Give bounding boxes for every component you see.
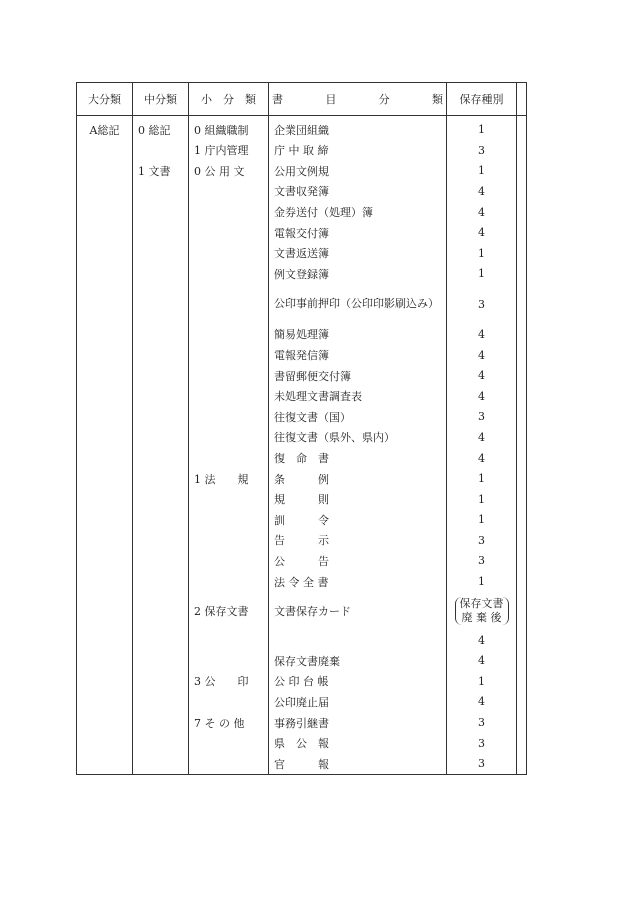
document-name-cell: 電報発信簿 [269,345,447,366]
table-row [77,386,527,407]
table-row [77,650,527,671]
header-extra-column [517,83,527,116]
retention-type-cell: 3 [447,551,517,572]
retention-type-cell: 4 [447,427,517,448]
middle-category-cell [133,630,189,651]
table-row [77,551,527,572]
major-category-cell [77,140,133,161]
table-row [77,753,527,774]
table-row [77,284,527,324]
retention-type-cell: 4 [447,630,517,651]
extra-cell [517,692,527,713]
table-row [77,264,527,285]
minor-category-cell [189,733,269,754]
header-minor-category: 小 分 類 [189,83,269,116]
retention-type-cell: 4 [447,324,517,345]
table-row [77,324,527,345]
retention-type-cell: 1 [447,510,517,531]
extra-cell [517,116,527,141]
table-row [77,222,527,243]
middle-category-cell [133,264,189,285]
minor-category-cell [189,264,269,285]
document-name-cell: 訓 令 [269,510,447,531]
major-category-cell [77,530,133,551]
document-name-cell: 簡易処理簿 [269,324,447,345]
retention-type-cell: 1 [447,468,517,489]
middle-category-cell [133,671,189,692]
table-row [77,692,527,713]
extra-cell [517,448,527,469]
table-row [77,712,527,733]
extra-cell [517,650,527,671]
middle-category-cell [133,712,189,733]
middle-category-cell [133,650,189,671]
extra-cell [517,264,527,285]
middle-category-cell [133,733,189,754]
middle-category-cell [133,692,189,713]
extra-cell [517,489,527,510]
document-name-cell: 官 報 [269,753,447,774]
major-category-cell [77,345,133,366]
header-document-char-4: 類 [431,93,443,106]
middle-category-cell [133,468,189,489]
document-name-cell: 条 例 [269,468,447,489]
major-category-cell [77,712,133,733]
extra-cell [517,345,527,366]
middle-category-cell [133,510,189,531]
retention-type-cell: 3 [447,753,517,774]
classification-table [76,82,527,775]
major-category-cell [77,551,133,572]
extra-cell [517,324,527,345]
extra-cell [517,243,527,264]
retention-type-cell: 1 [447,571,517,592]
minor-category-cell [189,753,269,774]
table-row [77,468,527,489]
middle-category-cell: 0 総記 [133,116,189,141]
minor-category-cell: 0 組織職制 [189,116,269,141]
table-row [77,365,527,386]
minor-category-cell [189,448,269,469]
retention-type-cell: 4 [447,345,517,366]
header-retention-type: 保存種別 [447,83,517,116]
major-category-cell [77,222,133,243]
document-name-cell: 文書保存カード [269,592,447,630]
table-row [77,448,527,469]
header-document-char-2: 目 [325,93,337,106]
document-name-cell: 公 印 台 帳 [269,671,447,692]
retention-type-cell: 4 [447,692,517,713]
retention-type-cell: 3 [447,407,517,428]
extra-cell [517,161,527,182]
major-category-cell [77,181,133,202]
minor-category-cell [189,489,269,510]
document-name-cell: 事務引継書 [269,712,447,733]
retention-type-cell: 1 [447,264,517,285]
minor-category-cell [189,427,269,448]
table-row [77,489,527,510]
minor-category-cell [189,324,269,345]
major-category-cell [77,202,133,223]
retention-type-cell: 1 [447,161,517,182]
document-name-cell: 保存文書廃棄 [269,650,447,671]
middle-category-cell [133,753,189,774]
extra-cell [517,222,527,243]
minor-category-cell: 0 公 用 文 [189,161,269,182]
middle-category-cell [133,243,189,264]
table-row [77,571,527,592]
retention-type-cell: 3 [447,140,517,161]
major-category-cell [77,243,133,264]
middle-category-cell [133,551,189,572]
document-name-cell: 書留郵便交付簿 [269,365,447,386]
minor-category-cell [189,407,269,428]
major-category-cell [77,671,133,692]
header-major-category: 大分類 [77,83,133,116]
extra-cell [517,733,527,754]
header-row [77,83,527,116]
table-row [77,140,527,161]
minor-category-cell [189,181,269,202]
table-row [77,116,527,141]
middle-category-cell [133,324,189,345]
middle-category-cell [133,181,189,202]
extra-cell [517,407,527,428]
major-category-cell [77,386,133,407]
document-name-cell: 未処理文書調査表 [269,386,447,407]
document-name-cell [269,630,447,651]
table-body [77,116,527,775]
document-name-cell: 企業団組織 [269,116,447,141]
retention-type-cell: 3 [447,712,517,733]
middle-category-cell [133,489,189,510]
minor-category-cell [189,202,269,223]
retention-type-cell: 4 [447,181,517,202]
middle-category-cell [133,448,189,469]
table-row [77,202,527,223]
extra-cell [517,753,527,774]
retention-type-cell: 3 [447,733,517,754]
document-name-cell: 公用文例規 [269,161,447,182]
minor-category-cell [189,551,269,572]
table-row [77,630,527,651]
document-name-cell: 法 令 全 書 [269,571,447,592]
middle-category-cell [133,365,189,386]
minor-category-cell [189,243,269,264]
major-category-cell [77,733,133,754]
retention-type-cell: 4 [447,650,517,671]
major-category-cell [77,489,133,510]
document-name-cell: 庁 中 取 締 [269,140,447,161]
major-category-cell [77,630,133,651]
document-name-cell: 往復文書（国） [269,407,447,428]
retention-type-cell: 3 [447,530,517,551]
major-category-cell [77,324,133,345]
major-category-cell [77,448,133,469]
middle-category-cell [133,427,189,448]
retention-type-cell: 1 [447,116,517,141]
extra-cell [517,571,527,592]
document-name-cell: 公印事前押印（公印印影刷込み） [269,284,447,324]
document-name-cell: 復 命 書 [269,448,447,469]
retention-type-cell [447,592,517,630]
middle-category-cell: 1 文書 [133,161,189,182]
extra-cell [517,386,527,407]
document-name-cell: 公 告 [269,551,447,572]
document-name-cell: 県 公 報 [269,733,447,754]
middle-category-cell [133,592,189,630]
extra-cell [517,284,527,324]
extra-cell [517,551,527,572]
middle-category-cell [133,386,189,407]
extra-cell [517,181,527,202]
table-row [77,733,527,754]
retention-type-cell: 1 [447,243,517,264]
middle-category-cell [133,284,189,324]
table-row [77,181,527,202]
retention-type-cell: 3 [447,284,517,324]
major-category-cell [77,650,133,671]
major-category-cell [77,592,133,630]
minor-category-cell: 2 保存文書 [189,592,269,630]
document-name-cell: 電報交付簿 [269,222,447,243]
extra-cell [517,630,527,651]
major-category-cell [77,571,133,592]
major-category-cell [77,692,133,713]
retention-type-cell: 1 [447,671,517,692]
minor-category-cell [189,222,269,243]
document-name-cell: 規 則 [269,489,447,510]
major-category-cell [77,407,133,428]
table-row [77,530,527,551]
major-category-cell [77,161,133,182]
major-category-cell [77,753,133,774]
document-name-cell: 金券送付（処理）簿 [269,202,447,223]
retention-type-cell: 1 [447,489,517,510]
middle-category-cell [133,407,189,428]
minor-category-cell [189,571,269,592]
extra-cell [517,712,527,733]
retention-type-cell: 4 [447,386,517,407]
extra-cell [517,592,527,630]
minor-category-cell: 3 公 印 [189,671,269,692]
middle-category-cell [133,202,189,223]
extra-cell [517,530,527,551]
minor-category-cell [189,530,269,551]
minor-category-cell [189,650,269,671]
extra-cell [517,468,527,489]
document-name-cell: 例文登録簿 [269,264,447,285]
middle-category-cell [133,222,189,243]
header-document-category [269,83,447,116]
document-name-cell: 文書返送簿 [269,243,447,264]
middle-category-cell [133,140,189,161]
header-middle-category: 中分類 [133,83,189,116]
table-row [77,592,527,630]
minor-category-cell [189,692,269,713]
document-name-cell: 文書収発簿 [269,181,447,202]
minor-category-cell [189,284,269,324]
table-row [77,427,527,448]
middle-category-cell [133,530,189,551]
table-row [77,671,527,692]
extra-cell [517,140,527,161]
minor-category-cell [189,365,269,386]
middle-category-cell [133,571,189,592]
extra-cell [517,510,527,531]
extra-cell [517,365,527,386]
retention-note-line: 廃 棄 後 [461,610,502,624]
major-category-cell: A総記 [77,116,133,141]
major-category-cell [77,284,133,324]
retention-type-cell: 4 [447,365,517,386]
table-row [77,345,527,366]
extra-cell [517,671,527,692]
major-category-cell [77,468,133,489]
extra-cell [517,427,527,448]
retention-note-bracket [455,597,509,625]
minor-category-cell: 7 そ の 他 [189,712,269,733]
document-name-cell: 往復文書（県外、県内） [269,427,447,448]
retention-type-cell: 4 [447,222,517,243]
minor-category-cell: 1 庁内管理 [189,140,269,161]
table-row [77,407,527,428]
header-document-char-3: 分 [378,93,390,106]
minor-category-cell [189,386,269,407]
middle-category-cell [133,345,189,366]
table-row [77,510,527,531]
retention-type-cell: 4 [447,448,517,469]
document-name-cell: 告 示 [269,530,447,551]
retention-type-cell: 4 [447,202,517,223]
major-category-cell [77,264,133,285]
minor-category-cell [189,345,269,366]
table-row [77,161,527,182]
retention-note-line: 保存文書 [459,597,504,611]
extra-cell [517,202,527,223]
header-document-char-1: 書 [272,93,283,106]
document-name-cell: 公印廃止届 [269,692,447,713]
major-category-cell [77,427,133,448]
minor-category-cell: 1 法 規 [189,468,269,489]
major-category-cell [77,510,133,531]
major-category-cell [77,365,133,386]
table-row [77,243,527,264]
minor-category-cell [189,630,269,651]
minor-category-cell [189,510,269,531]
